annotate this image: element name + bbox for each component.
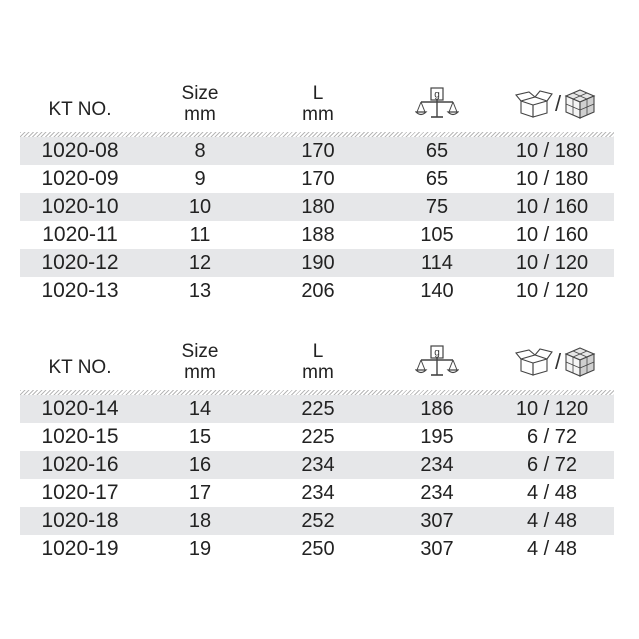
cell-packaging: 10 / 120	[515, 280, 589, 302]
cell-weight: 307	[420, 510, 454, 532]
header-kt-no-label: KT NO.	[48, 99, 112, 120]
header-length-label: L	[312, 83, 324, 104]
table-row	[20, 193, 614, 221]
cell-kt-no: 1020-12	[41, 251, 119, 274]
cell-length: 206	[301, 280, 335, 302]
cell-size: 17	[188, 482, 212, 504]
cell-kt-no: 1020-14	[41, 397, 119, 420]
header-size-label: Size	[181, 83, 219, 104]
header-length-label: L	[312, 341, 324, 362]
header-weight	[402, 338, 472, 386]
cell-weight: 186	[420, 398, 454, 420]
header-length-unit: mm	[302, 362, 334, 383]
cell-length: 234	[301, 482, 335, 504]
cell-kt-no: 1020-10	[41, 195, 119, 218]
table-row	[20, 395, 614, 423]
cell-kt-no: 1020-15	[41, 425, 119, 448]
cell-kt-no: 1020-13	[41, 279, 119, 302]
cell-weight: 234	[420, 482, 454, 504]
table-row	[20, 535, 614, 563]
cell-weight: 65	[425, 168, 449, 190]
open-box-icon	[515, 89, 553, 119]
scale-icon-label: g	[434, 89, 440, 101]
table-row	[20, 479, 614, 507]
header-size-unit: mm	[184, 362, 216, 383]
header-length	[278, 80, 358, 128]
cell-packaging: 10 / 180	[515, 140, 589, 162]
cell-size: 16	[188, 454, 212, 476]
cell-size: 12	[188, 252, 212, 274]
cell-kt-no: 1020-08	[41, 139, 119, 162]
table-row	[20, 221, 614, 249]
cell-length: 170	[301, 140, 335, 162]
cell-packaging: 4 / 48	[526, 510, 578, 532]
table-row	[20, 451, 614, 479]
header-kt-no	[20, 80, 140, 128]
header-length-unit: mm	[302, 104, 334, 125]
spec-table-1	[20, 80, 614, 305]
scale-icon-label: g	[434, 347, 440, 359]
cell-size: 8	[194, 140, 206, 162]
cell-kt-no: 1020-11	[42, 223, 118, 246]
pack-separator: /	[554, 91, 562, 116]
header-kt-no-label: KT NO.	[48, 357, 112, 378]
carton-stack-icon	[563, 346, 597, 378]
cell-size: 9	[194, 168, 206, 190]
header-size-label: Size	[181, 341, 219, 362]
cell-packaging: 10 / 180	[515, 168, 589, 190]
cell-length: 234	[301, 454, 335, 476]
table-row	[20, 423, 614, 451]
header-size	[160, 338, 240, 386]
cell-kt-no: 1020-17	[41, 481, 119, 504]
cell-kt-no: 1020-16	[41, 453, 119, 476]
table-row	[20, 165, 614, 193]
scale-icon	[415, 345, 459, 379]
cell-kt-no: 1020-09	[41, 167, 119, 190]
cell-size: 10	[188, 196, 212, 218]
cell-kt-no: 1020-18	[41, 509, 119, 532]
cell-weight: 234	[420, 454, 454, 476]
cell-length: 180	[301, 196, 335, 218]
cell-size: 19	[188, 538, 212, 560]
header-packaging	[498, 80, 614, 128]
carton-stack-icon	[563, 88, 597, 120]
spec-table-2	[20, 338, 614, 563]
scale-icon	[415, 87, 459, 121]
cell-weight: 195	[420, 426, 454, 448]
cell-length: 170	[301, 168, 335, 190]
table-row	[20, 277, 614, 305]
table-row	[20, 507, 614, 535]
cell-size: 13	[188, 280, 212, 302]
cell-length: 188	[301, 224, 335, 246]
table-header	[20, 338, 614, 390]
cell-kt-no: 1020-19	[41, 537, 119, 560]
header-kt-no	[20, 338, 140, 386]
header-size	[160, 80, 240, 128]
cell-weight: 75	[425, 196, 449, 218]
cell-packaging: 10 / 160	[515, 224, 589, 246]
cell-weight: 114	[421, 252, 453, 274]
cell-size: 14	[188, 398, 212, 420]
cell-size: 18	[188, 510, 212, 532]
table-row	[20, 249, 614, 277]
header-packaging	[498, 338, 614, 386]
cell-packaging: 10 / 120	[515, 398, 589, 420]
pack-separator: /	[554, 349, 562, 374]
cell-length: 250	[301, 538, 335, 560]
cell-packaging: 10 / 160	[515, 196, 589, 218]
cell-packaging: 10 / 120	[515, 252, 589, 274]
cell-packaging: 4 / 48	[526, 482, 578, 504]
cell-packaging: 6 / 72	[526, 426, 578, 448]
cell-packaging: 6 / 72	[526, 454, 578, 476]
cell-weight: 307	[420, 538, 454, 560]
cell-size: 11	[189, 224, 211, 246]
cell-weight: 105	[420, 224, 454, 246]
cell-length: 225	[301, 426, 335, 448]
cell-weight: 140	[420, 280, 454, 302]
open-box-icon	[515, 347, 553, 377]
cell-length: 190	[301, 252, 335, 274]
cell-length: 225	[301, 398, 335, 420]
header-weight	[402, 80, 472, 128]
table-row	[20, 137, 614, 165]
header-length	[278, 338, 358, 386]
cell-length: 252	[301, 510, 335, 532]
header-size-unit: mm	[184, 104, 216, 125]
cell-size: 15	[188, 426, 212, 448]
table-header	[20, 80, 614, 132]
cell-packaging: 4 / 48	[526, 538, 578, 560]
cell-weight: 65	[425, 140, 449, 162]
